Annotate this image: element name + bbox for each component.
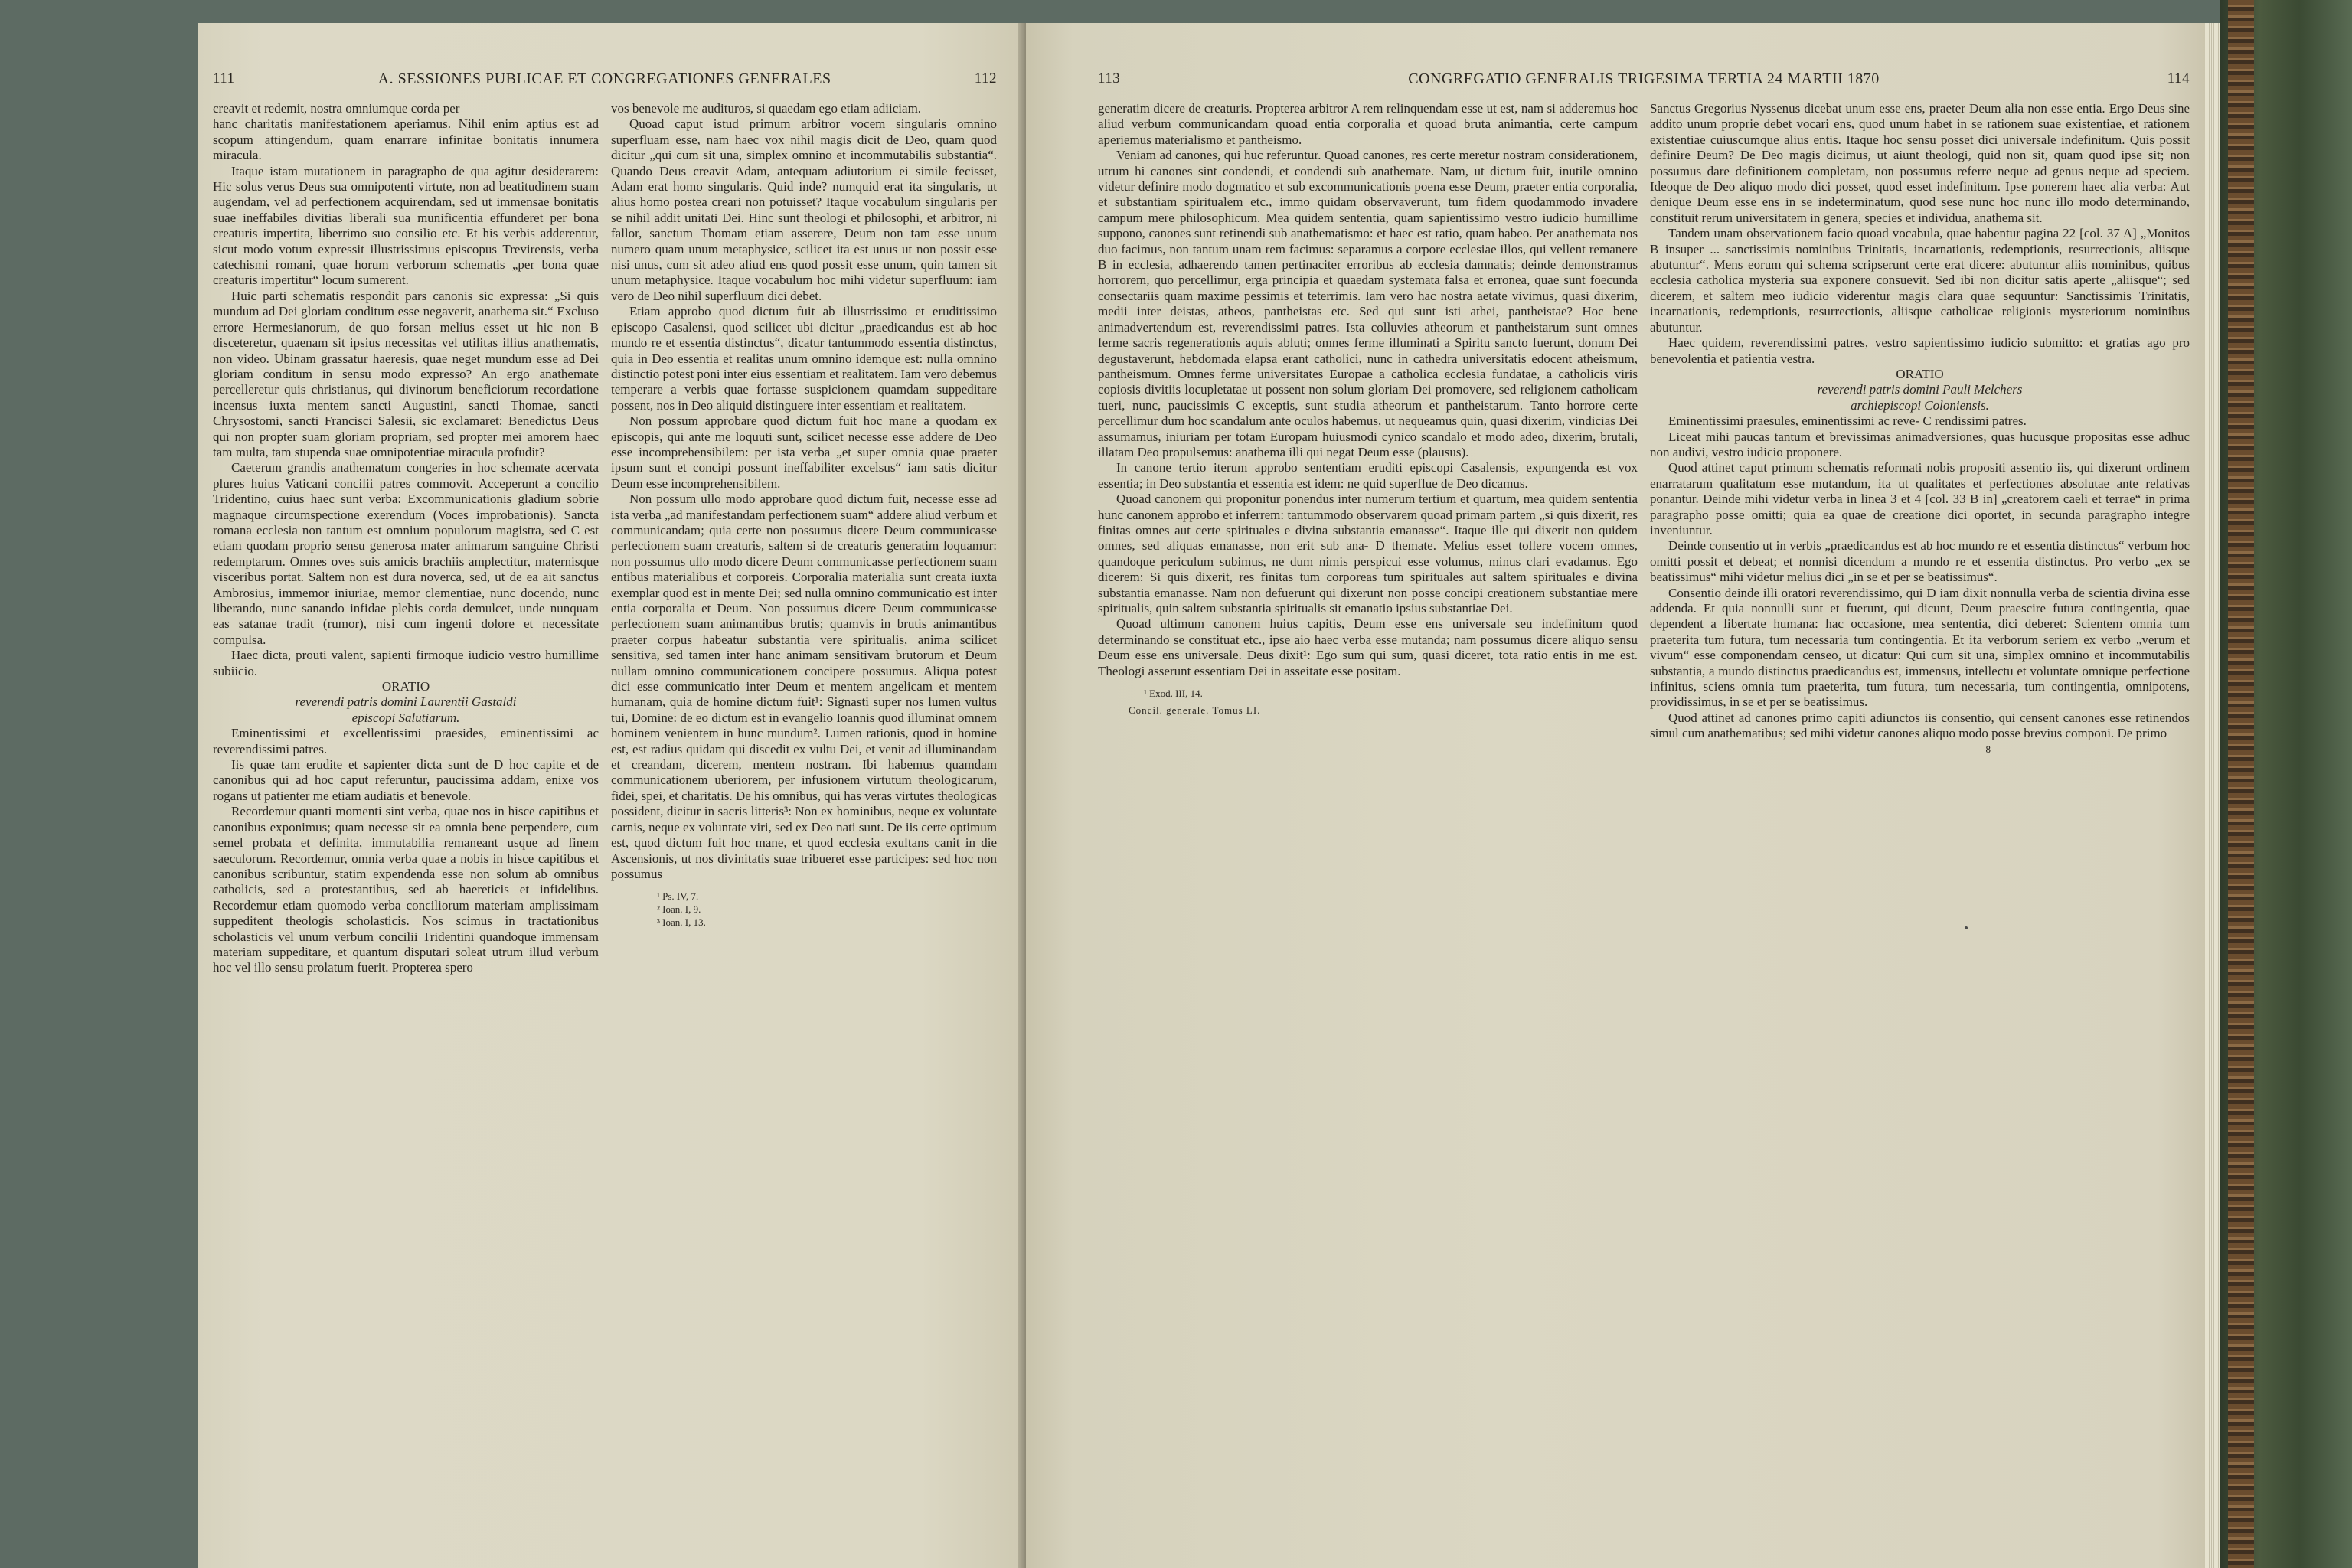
paragraph: Quod attinet ad canones primo capiti adiunctos iis consentio, qui censent canones esse retinendos simul cum anathematibus; sed mihi videtur canones aliquo modo posse brevius componi. De primo (1650, 710, 2190, 741)
footnotes (1098, 687, 1638, 700)
footnote: ³ Ioan. I, 13. (657, 916, 706, 929)
paragraph: Iis quae tam erudite et sapienter dicta sunt de D hoc capite et de canonibus qui ad hoc caput referuntur, paucissima addam, enixe vos rogans ut patienter me etiam audiatis et benevole. (213, 757, 599, 803)
paragraph: Quoad ultimum canonem huius capitis, Deum esse ens universale seu indefinitum quod determinando se constituat etc., ipse aio haec verba esse mutanda; nam possumus dicere aliquo sensu Deum esse ens universale. Deus dixit¹: Ego sum qui sum, quasi diceret, tota ratio entis in me est. Theologi asserunt essentiam Dei in asseitate esse positam. (1098, 616, 1638, 678)
right-column-b (1644, 101, 2190, 757)
left-column-a (213, 101, 605, 976)
paragraph: Veniam ad canones, qui huc referuntur. Quoad canones, res certe meretur nostram considerationem, utrum hi canones sint condendi, et condendi sub anathemate. Nam, ut dictum fuit, inutile omnino videtur definire modo dogmatico et sub excommunicationis poena esse Deum, praeter entia corporalia, et substantiam spiritualem etc., immo quidam observaverunt, tum fidem quodammodo invadere campum mere philosophicum. Mea quidem sententia, quam sapientissimo vestro iudicio humillime suppono, canones sunt retinendi sub anathematismo: et haec est ratio, quam habeo. Per anathemata nos duo facimus, non tantum unam rem facimus: separamus a corpore ecclesiae illos, qui vellent remanere B in ecclesia, adhaerendo tamen pertinaciter erroribus ab ecclesia damnatis; deinde demonstramus horrorem, quo percellimur, erga principia et quaedam systemata falsa et erronea, quae sunt foecunda consectariis quam maxime pessimis et teterrimis. Iam vero hac nostra aetate vivimus, quasi dixerim, medii inter deistas, atheos, pantheistas etc. Sed qui sunt isti athei, pantheistae? Hoc bene animadvertendum est, reverendissimi patres. Ista colluvies atheorum et pantheistarum sunt omnes ferme sacris regenerationis aquis abluti; omnes ferme illuminati a Spiritu sancto fuerunt, donum Dei degustaverunt, hebdomada elapsa erant catholici, nunc in cathedra universitatis edocent atheismum, pantheismum. Omnes ferme universitates Europae a catholica ecclesia fundatae, a catholicis viris copiosis divitiis locupletatae ut possent non solum gloriam Dei promovere, sed religionem catholicam tueri, nunc, paucissimis C exceptis, sunt studia atheorum et pantheistarum. Tanto horrore certe percellimur dum hoc scandalum ante oculos habemus, ut nequeamus quin, quasi dixerim, vindicias Dei assumamus, iniuriam per totam Europam huiusmodi cynico scandalo et modo adeo, dixerim, brutali, illatam Deo propulsemus: anathema illi qui negat Deum esse (plausus). (1098, 148, 1638, 459)
left-column-b (605, 101, 997, 976)
paragraph: Tandem unam observationem facio quoad vocabula, quae habentur pagina 22 [col. 37 A] „Monitos B insuper ... sanctissimis nominibus Trinitatis, incarnationis, redemptionis, resurrectionis, aliisque abutuntur“. Mens eorum qui schema scripserunt certe erat dicere: abutuntur aliis nominibus, quibus ecclesia catholica mysteria sua exponere consuevit. Sed ibi non dicitur satis aperte „aliisque“; sed dicerem, et saltem meo iudicio viderentur magis clara quae sequuntur: Sanctissimis Trinitatis, incarnationis, redemptionis, resurrectionis, aliisque catholicae religionis mysteriorum nominibus abutuntur. (1650, 226, 2190, 335)
running-title: CONGREGATIO GENERALIS TRIGESIMA TERTIA 24 MARTII 1870 (1408, 70, 1880, 87)
oratio-role: episcopi Salutiarum. (351, 710, 460, 725)
paragraph: Non possum approbare quod dictum fuit hoc mane a quodam ex episcopis, qui ante me loquuti sunt, scilicet necesse esse addere de Deo esse incomprehensibilem: per ista verba „et super omnia quae praeter ipsum sunt et concipi possunt ineffabiliter excelsus“ iam satis dicitur Deum esse incomprehensibilem. (611, 413, 997, 491)
paragraph: vos benevole me audituros, si quaedam ego etiam adiiciam. (611, 101, 922, 116)
paragraph: Quoad canonem qui proponitur ponendus inter numerum tertium et quartum, mea quidem sententia hunc canonem approbo et inferrem: tantummodo observarem quoad primam partem „si quis dixerit, res finitas omnes aut certe spirituales e divina substantia emanasse“. Itaque ille qui dixerit non quidem omnes, sed aliquas emanasse, non erit sub ana- D themate. Melius esset tollere vocem omnes, quandoque periculum subimus, ne dum nimis perspicui esse volumus, minus clari evadamus. Ego dicerem: Si quis dixerit, res finitas tum corporeas tum spirituales aut saltem spirituales e divina substantia emanasse. Nam non defuerunt qui dixerunt non posse concipi creationem substantiae mere spiritualis, quin saltem substantia spiritualis sit emanatio ipsius substantiae Dei. (1098, 492, 1638, 616)
paragraph: Haec quidem, reverendissimi patres, vestro sapientissimo iudicio submitto: et gratias ago pro benevolentia et patientia vestra. (1650, 335, 2190, 366)
cover-edge-band (2228, 0, 2254, 1568)
page-number-113: 113 (1098, 70, 1121, 87)
oratio-label: ORATIO (1896, 366, 1944, 381)
page-edges (2205, 23, 2220, 1568)
paragraph: Haec dicta, prouti valent, sapienti firmoque iudicio vestro humillime subiicio. (213, 648, 599, 678)
paper-spot (1965, 926, 1968, 929)
oratio-role: archiepiscopi Coloniensis. (1851, 397, 1989, 413)
right-page (1026, 23, 2205, 1568)
running-title: A. SESSIONES PUBLICAE ET CONGREGATIONES GENERALES (377, 70, 831, 87)
oratio-label: ORATIO (381, 679, 430, 694)
paragraph: Quoad caput istud primum arbitror vocem singularis omnino superfluam esse, nam haec vox nihil magis dicit de Deo, quam quod dicitur „qui cum sit una, simplex omnino et incommutabilis substantia“. Quando Deus creavit Adam, antequam adiutorium ei simile fecisset, Adam erat homo singularis. Quid inde? numquid erat ita singularis, ut alius homo postea creari non potuisset? Itaque vocabulum singularis per se nihil addit unitati Dei. Hinc sunt theologi et philosophi, et arbitror, ni fallor, sanctum Thomam etiam asserere, Deum non tam esse unum numero quam unum metaphysice, scilicet ita est unus ut non possit esse nisi unus, cum sit adeo aliud ens quod possit esse unum, quin tamen sit unum metaphysice. Itaque vocabulum hoc mihi videtur superfluum: iam vero de Deo nihil superfluum dici debet. (611, 116, 997, 303)
page-number-111: 111 (213, 70, 235, 87)
oratio-speaker: reverendi patris domini Pauli Melchers (1817, 382, 2023, 397)
paragraph: Caeterum grandis anathematum congeries in hoc schemate acervata plures huius Vaticani concilii patres commovit. Acceperunt a concilio Tridentino, cuius haec sunt verba: Excommunicationis gladium sobrie magnaque circumspectione exerendum (Voces improbationis). Sancta romana ecclesia non tantum est omnium populorum magistra, sed C est etiam quodam proprio sensu generosa mater animarum sanguine Christi redemptarum. Omnes oves suis amicis brachiis amplectitur, maternisque visceribus portat. Saltem non est dura noverca, sed, ut de ea ait sanctus Ambrosius, immemor iniuriae, memor clementiae, nunc docendo, nunc liberando, nunc sanando infidae plebis corda demulcet, unde nunquam eas satanae tradit (rumor), nisi cum ingenti dolore et necessitate compulsa. (213, 460, 599, 647)
paragraph: Eminentissimi et excellentissimi praesides, eminentissimi ac reverendissimi patres. (213, 726, 599, 756)
paragraph: Quod attinet caput primum schematis reformati nobis propositi assentio iis, qui dixerunt ordinem enarratarum qualitatum esse mutandum, ita ut qualitates et perfectiones absolutae ante relativas ponantur. Deinde mihi videtur verba in linea 3 et 4 [col. 33 B in] „creatorem caeli et terrae“ in prima paragrapho posse omitti; quia ea quae de creatione dici oportet, in secunda paragrapho integre inveniuntur. (1650, 460, 2190, 537)
signature-number: 8 (1985, 743, 1991, 755)
right-column-a (1098, 101, 1644, 757)
footnotes (611, 890, 997, 929)
paragraph: creavit et redemit, nostra omniumque corda per (213, 101, 460, 116)
paragraph: Eminentissimi praesules, eminentissimi ac reve- C rendissimi patres. (1668, 413, 2027, 429)
paragraph: In canone tertio iterum approbo sententiam eruditi episcopi Casalensis, expungenda est vox essentia; in Deo substantia et essentia est idem: ne quid superflue de Deo dicamus. (1098, 460, 1638, 491)
page-number-112: 112 (974, 70, 997, 87)
paragraph: Etiam approbo quod dictum fuit ab illustrissimo et eruditissimo episcopo Casalensi, quod scilicet ubi dicitur „praedicandus est ab hoc mundo re et essentia distinctus“, dicatur tantummodo essentia distinctus, quia in Deo essentia et realitas unum omnino idemque est: nulla omnino distinctio potest poni inter eius essentiam et realitatem. Iam vero debemus temperare a verbis quae fortasse suspicionem quamdam suppeditare possent, nos in Deo aliquid distinguere inter essentiam et realitatem. (611, 304, 997, 413)
paragraph: Deinde consentio ut in verbis „praedicandus est ab hoc mundo re et essentia distinctus“ verbum hoc omitti possit et debeat; et nonnisi dicendum a mundo re et essentia distinctus. Pro verbo „ex se beatissimus“ mihi videtur melius dici „in se et per se beatissimus“. (1650, 538, 2190, 585)
paragraph: Liceat mihi paucas tantum et brevissimas animadversiones, quas hucusque propositas esse adhuc non audivi, vestro iudicio proponere. (1650, 429, 2190, 459)
paragraph: hanc charitatis manifestationem aperiamus. Nihil enim aptius est ad scopum attingendum, quam enarrare infinitae bonitatis innumera miracula. (213, 116, 599, 163)
right-running-header (1098, 67, 2190, 90)
paragraph: generatim dicere de creaturis. Propterea arbitror A rem relinquendam esse ut est, nam si adderemus hoc aliud verbum communicandam quoad entia corporalia et quoad bruta animantia, certe campum aperiemus materialismo et pantheismo. (1098, 101, 1638, 147)
paragraph: Huic parti schematis respondit pars canonis sic expressa: „Si quis mundum ad Dei gloriam conditum esse negaverit, anathema sit.“ Excluso errore Hermesianorum, de quo forsan melius esset ut hic non B disceteretur, quaenam sit ipsius necessitas vel utilitas illius anathematis, non video. Ubinam grassatur haeresis, quae neget mundum esse ad Dei gloriam conditum in sensu modo expresso? An ergo anathemate percelleretur quis christianus, qui divinorum beneficiorum recordatione incensus iuxta mentem sancti Augustini, sancti Thomae, sancti Chrysostomi, sancti Francisci Salesii, sic exclamaret: Benedictus Deus qui non propter suam gloriam propriam, sed propter mei amorem haec tam multa, tam stupenda suae omnipotentiae miracula profudit? (213, 288, 599, 459)
paragraph: Sanctus Gregorius Nyssenus dicebat unum esse ens, praeter Deum alia non esse entia. Ergo Deus sine addito unum proprie debet vocari ens, quod unum habet in se rationem suae existentiae, et rationem existentiae cuiuscumque alius entis. Itaque hoc sensu posset dici universale indefinitum. Quis possit definire Deum? De Deo magis dicimus, ut aiunt theologi, quid non sit, quam quod ipse sit; non possumus dare definitionem completam, non possumus referre neque ad genus neque ad speciem. Ideoque de Deo aliquo modo dici posset, quod esset indefinitum. Ipse ponerem haec alia verba: Aut denique Deum esse ens in se indeterminatum, quod sese nunc hoc nunc illo modo determinando, constituit rerum universitatem in genera, species et individua, anathema sit. (1650, 101, 2190, 225)
paragraph: Non possum ullo modo approbare quod dictum fuit, necesse esse ad ista verba „ad manifestandam perfectionem suam“ addere aliud verbum et communicandam; quia certe non possumus dicere Deum communicasse perfectionem suam creaturis, saltem si de creaturis generatim loquamur: non possumus ullo modo dicere Deum communicasse perfectionem suam entibus materialibus et corporeis. Corporalia materialia sunt creata iuxta exemplar quod est in mente Dei; sed nulla omnino communicatio est inter entia corporalia et Deum. Non possumus dicere Deum communicasse perfectionem suam animantibus brutis; quamvis in brutis animantibus praeter corpus habeatur substantia vere spiritualis, anima scilicet sensitiva, sed tamen inter hanc animam sensitivam brutorum et Deum nullam omnino communicationem concipere possumus. Aliqua potest dici esse communicatio inter Deum et mentem angelicam et mentem humanam, quia de homine dictum fuit¹: Signasti super nos lumen vultus tui, Domine: de eo dictum est in evangelio Ioannis quod illuminat omnem hominem venientem in hunc mundum². Lumen rationis, quod in homine est, est radius quidam qui discedit ex vultu Dei, et venit ad illuminandam et creandam, dicerem, mentem nostram. Ibi habemus quamdam communicationem uberiorem, per infusionem virtutum theologicarum, fidei, spei, et charitatis. De his omnibus, qui has veras virtutes theologicas possident, dicitur in sacris litteris³: Non ex hominibus, neque ex voluntate carnis, neque ex voluntate viri, sed ex Deo nati sunt. De iis certe optimum est, quod dictum fuit hoc mane, et quod ecclesia exultans canit in die Ascensionis, ut nos divinitatis suae tribueret esse participes: sed hoc non possumus (611, 492, 997, 881)
footnote: ² Ioan. I, 9. (657, 903, 701, 916)
page-number-114: 114 (2167, 70, 2190, 87)
left-page (198, 23, 1018, 1568)
oratio-speaker: reverendi patris domini Laurentii Gastaldi (295, 694, 517, 710)
footnote: ¹ Ps. IV, 7. (657, 890, 699, 903)
signature-mark: Concil. generale. Tomus LI. (1129, 704, 1261, 717)
paragraph: Itaque istam mutationem in paragrapho de qua agitur desiderarem: Hic solus verus Deus sua omnipotenti virtute, non ad beatitudinem suam augendam, vel ad perfectionem acquirendam, sed ut immensae bonitatis suae ineffabiles divitias liberali sua munificentia effunderet per bona creaturis impertita, liberrimo suo consilio etc. Et his verbis adderentur, sicut modo votum expressit illustrissimus episcopus Trevirensis, verba catechismi romani, quae horum verborum schematis „per bona quae creaturis impertitur“ locum sumerent. (213, 163, 599, 288)
paragraph: Recordemur quanti momenti sint verba, quae nos in hisce capitibus et canonibus exponimus; quam necesse sit ea omnia bene perpendere, cum semel probata et definita, immutabilia remaneant usque ad finem saeculorum. Recordemur, omnia verba quae a nobis in hisce capitibus et canonibus scribuntur, statim expendenda esse non solum ab omnibus catholicis, sed a protestantibus, sed ab haereticis et infidelibus. Recordemur etiam quomodo verba conciliorum materiam amplissimam suppeditent theologis scholasticis. Nos scimus in tractationibus scholasticis vel unum verbum concilii Tridentini quandoque immensam materiam suppeditare, et quantum disputari soleat utrum illud verbum hoc vel illo sensu prolatum fuerit. Propterea spero (213, 804, 599, 975)
paragraph: Consentio deinde illi oratori reverendissimo, qui D iam dixit nonnulla verba de scientia divina esse addenda. Et quia nonnulli sunt et fuerunt, qui dicunt, Deum praescire futura contingentia, quae dependent a libertate humana: hac occasione, mea sententia, dici deberet: Scientem omnia tum praeterita tum futura, tum necessaria tum contingentia. Et ita verborum seriem ex verbo „verum et vivum“ esse componendam censeo, ut dicatur: Qui cum sit una, simplex omnino et incommutabilis substantia, a mundo distinctus praedicandus est, immensus, intellectu et voluntate omnique perfectione infinitus, sciens omnia tum praeterita, tum futura, tum necessaria, tum contingentia, omnipotens, providissimus, in se et per se beatissimus. (1650, 585, 2190, 710)
footnote: ¹ Exod. III, 14. (1144, 688, 1203, 700)
left-running-header (213, 67, 997, 90)
